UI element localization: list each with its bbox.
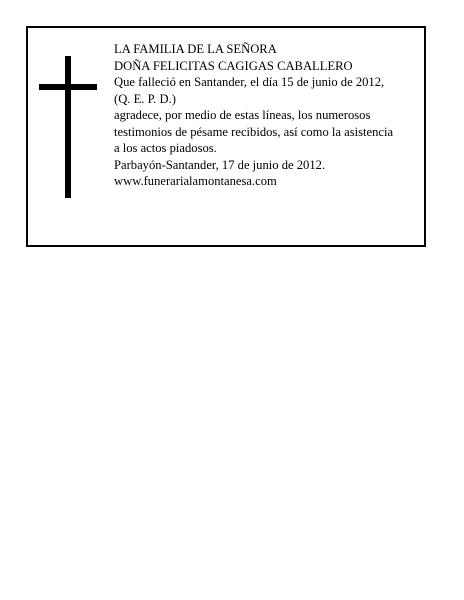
thanks-line-2: testimonios de pésame recibidos, así como la asistencia (114, 124, 394, 139)
deceased-name: DOÑA FELICITAS CAGIGAS CABALLERO (114, 58, 353, 73)
family-heading: LA FAMILIA DE LA SEÑORA (114, 42, 277, 56)
thanks-line-1: agradece, por medio de estas líneas, los numerosos (114, 108, 371, 122)
cross-horizontal-bar (39, 84, 97, 90)
website-text: www.funerarialamontanesa.com (114, 174, 277, 188)
place-date: Parbayón-Santander, 17 de junio de 2012. (114, 157, 326, 172)
rip-text: (Q. E. P. D.) (114, 91, 176, 106)
cross-vertical-bar (65, 56, 71, 198)
death-line: Que falleció en Santander, el día 15 de junio de 2012, (114, 75, 385, 89)
thanks-line-3: a los actos piadosos. (114, 141, 217, 155)
obituary-notice-box (26, 26, 426, 247)
notice-text (114, 41, 419, 190)
